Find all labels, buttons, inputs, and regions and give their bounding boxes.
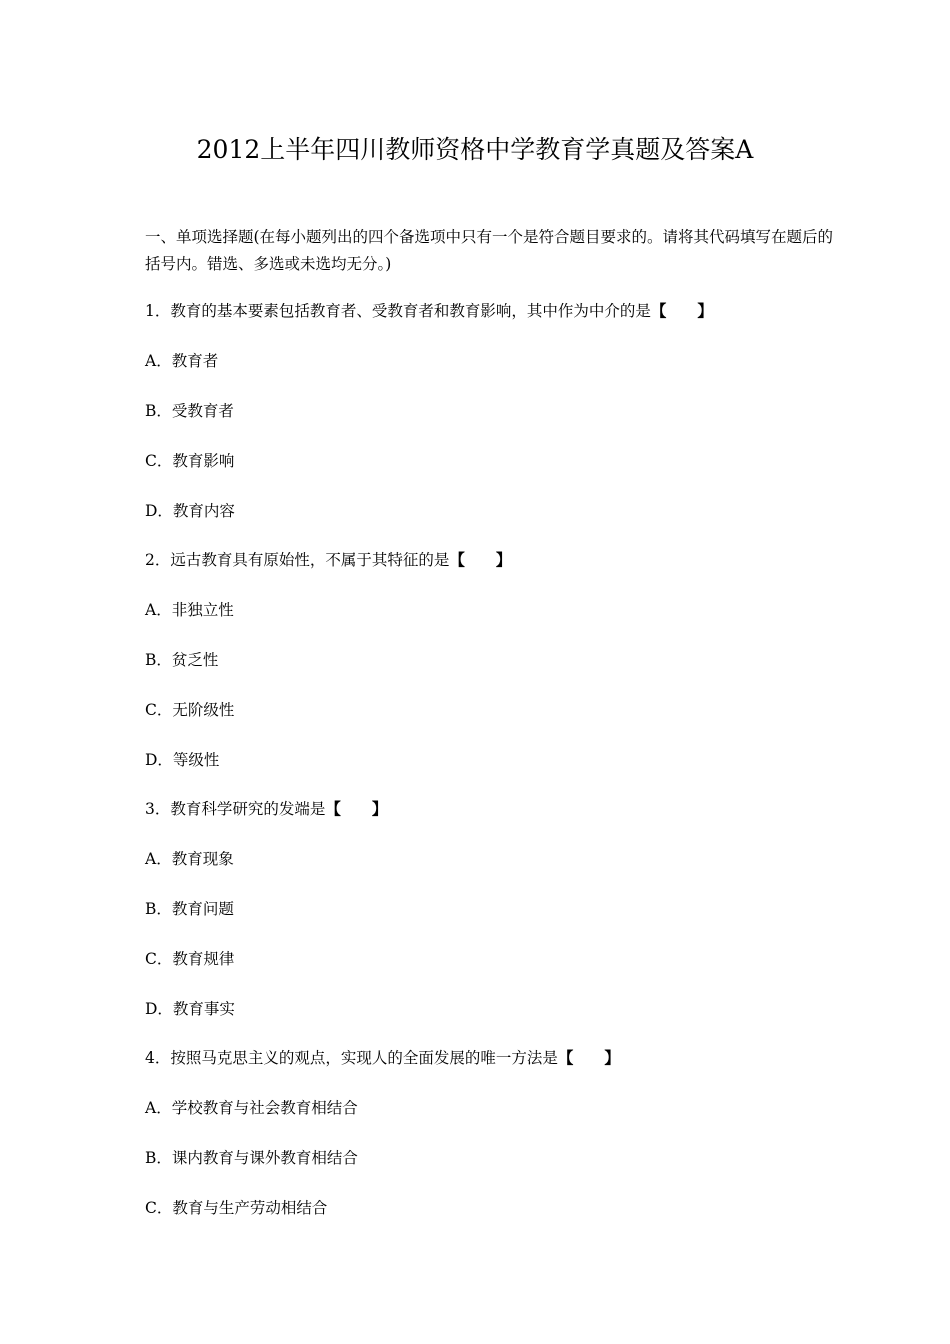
question-1-option-a: A．教育者 bbox=[145, 352, 219, 370]
question-1-stem: 1．教育的基本要素包括教育者、受教育者和教育影响，其中作为中介的是 bbox=[145, 302, 651, 320]
question-4-option-c: C．教育与生产劳动相结合 bbox=[145, 1199, 328, 1217]
question-3-option-c: C．教育规律 bbox=[145, 950, 235, 968]
question-2-option-c: C．无阶级性 bbox=[145, 701, 235, 719]
answer-blank: 【 】 bbox=[557, 1049, 620, 1067]
question-1-option-d: D．教育内容 bbox=[145, 502, 235, 520]
question-3 bbox=[145, 798, 387, 820]
section-heading: 一、单项选择题(在每小题列出的四个备选项中只有一个是符合题目要求的。请将其代码填写在题后的括号内。错选、多选或未选均无分。) bbox=[145, 228, 834, 273]
question-1-option-c: C．教育影响 bbox=[145, 452, 235, 470]
answer-blank: 【 】 bbox=[449, 551, 512, 569]
answer-blank: 【 】 bbox=[325, 800, 388, 818]
question-4-option-b: B．课内教育与课外教育相结合 bbox=[145, 1149, 358, 1167]
question-4 bbox=[145, 1047, 620, 1069]
question-2-option-b: B．贫乏性 bbox=[145, 651, 219, 669]
question-2-option-d: D．等级性 bbox=[145, 751, 220, 769]
answer-blank: 【 】 bbox=[650, 302, 713, 320]
question-2-option-a: A．非独立性 bbox=[145, 601, 234, 619]
question-2-stem: 2．远古教育具有原始性，不属于其特征的是 bbox=[145, 551, 450, 569]
question-3-option-a: A．教育现象 bbox=[145, 850, 234, 868]
question-3-option-b: B．教育问题 bbox=[145, 900, 234, 918]
question-3-option-d: D．教育事实 bbox=[145, 1000, 235, 1018]
question-2 bbox=[145, 549, 511, 571]
question-4-option-a: A．学校教育与社会教育相结合 bbox=[145, 1099, 358, 1117]
question-1 bbox=[145, 300, 713, 322]
question-4-stem: 4．按照马克思主义的观点，实现人的全面发展的唯一方法是 bbox=[145, 1049, 558, 1067]
question-3-stem: 3．教育科学研究的发端是 bbox=[145, 800, 326, 818]
question-1-option-b: B．受教育者 bbox=[145, 402, 234, 420]
document-title: 2012上半年四川教师资格中学教育学真题及答案A bbox=[196, 135, 754, 164]
